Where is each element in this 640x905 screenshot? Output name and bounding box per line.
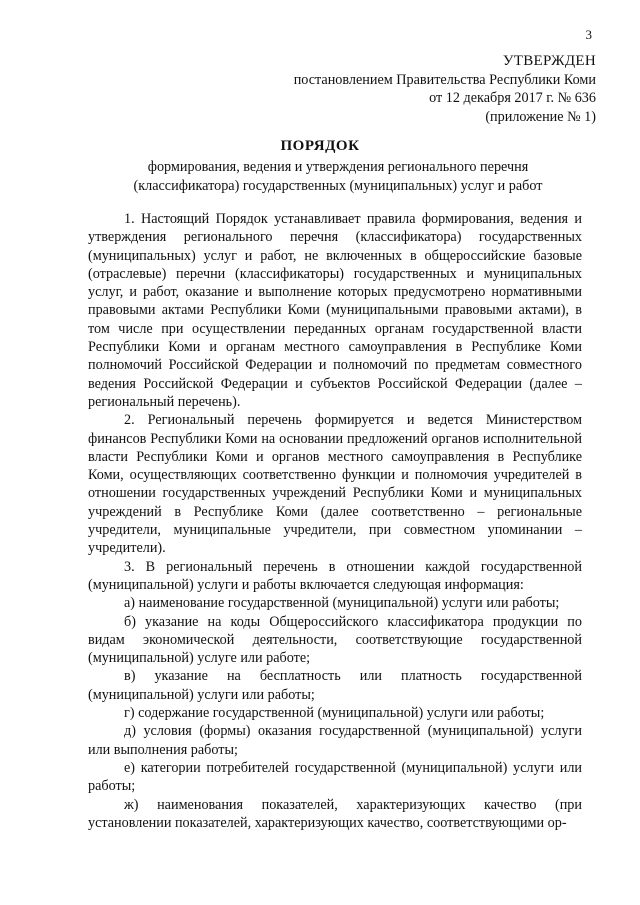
list-item-v: в) указание на бесплатность или платность государственной (муниципальной) услуги или работы; <box>88 668 582 703</box>
approval-stamp <box>294 52 596 126</box>
document-body <box>88 210 582 832</box>
list-item-e: е) категории потребителей государственной (муниципальной) услуги или работы; <box>88 759 582 795</box>
list-item-d: д) условия (формы) оказания государственной (муниципальной) услуги или выполнения работы; <box>88 723 582 758</box>
list-item-b: б) указание на коды Общероссийского классификатора продукции по видам экономической деятельности, соответствующие государственной (муниципальной) услуге или работе; <box>88 613 582 667</box>
approval-line-1: постановлением Правительства Республики Коми <box>293 71 596 88</box>
list-item-a: а) наименование государственной (муниципальной) услуги или работы; <box>124 595 560 612</box>
approval-line-2: от 12 декабря 2017 г. № 636 <box>429 90 596 106</box>
document-subtitle <box>88 158 588 195</box>
paragraph-3: 3. В региональный перечень в отношении каждой государственной (муниципальной) услуги и работы включается следующая информация: <box>88 558 582 593</box>
paragraph-1: 1. Настоящий Порядок устанавливает правила формирования, ведения и утверждения регионального перечня (классификатора) государственных (муниципальных) услуг и работ, не включенных в общероссийские базовые (отраслевые) перечни (классификаторы) государственных и муниципальных услуг, и работ, оказание и выполнение которых предусмотрено нормативными правовыми актами Республики Коми (муниципальными правовыми актами), в том числе при осуществлении переданных органам государственной власти Республики Коми и органам местного самоуправления в Республике Коми полномочий Российской Федерации и полномочий по предметам совместного ведения Российской Федерации и субъектов Российской Федерации (далее – региональный перечень). <box>88 211 582 410</box>
approval-line-3: (приложение № 1) <box>485 108 596 125</box>
subtitle-line-2: (классификатора) государственных (муниципальных) услуг и работ <box>133 177 543 194</box>
subtitle-line-1: формирования, ведения и утверждения регионального перечня <box>147 159 529 175</box>
list-item-zh: ж) наименования показателей, характеризующих качество (при установлении показателей, характеризующих качество, соответствующими ор- <box>88 796 582 831</box>
page-number: 3 <box>585 27 592 42</box>
paragraph-2: 2. Региональный перечень формируется и ведется Министерством финансов Республики Коми на основании предложений органов исполнительной власти Республики Коми и органов местного самоуправления в Республике Коми, осуществляющих соответственно функции и полномочия учредителей в отношении государственных учреждений Республики Коми и муниципальных учреждений в Республике Коми (далее соответственно – региональные учредители, муниципальные учредители, при совместном упоминании – учредители). <box>88 412 582 557</box>
approval-heading: УТВЕРЖДЕН <box>502 53 596 69</box>
document-title: ПОРЯДОК <box>280 138 360 154</box>
list-item-g: г) содержание государственной (муниципальной) услуги или работы; <box>124 705 545 722</box>
